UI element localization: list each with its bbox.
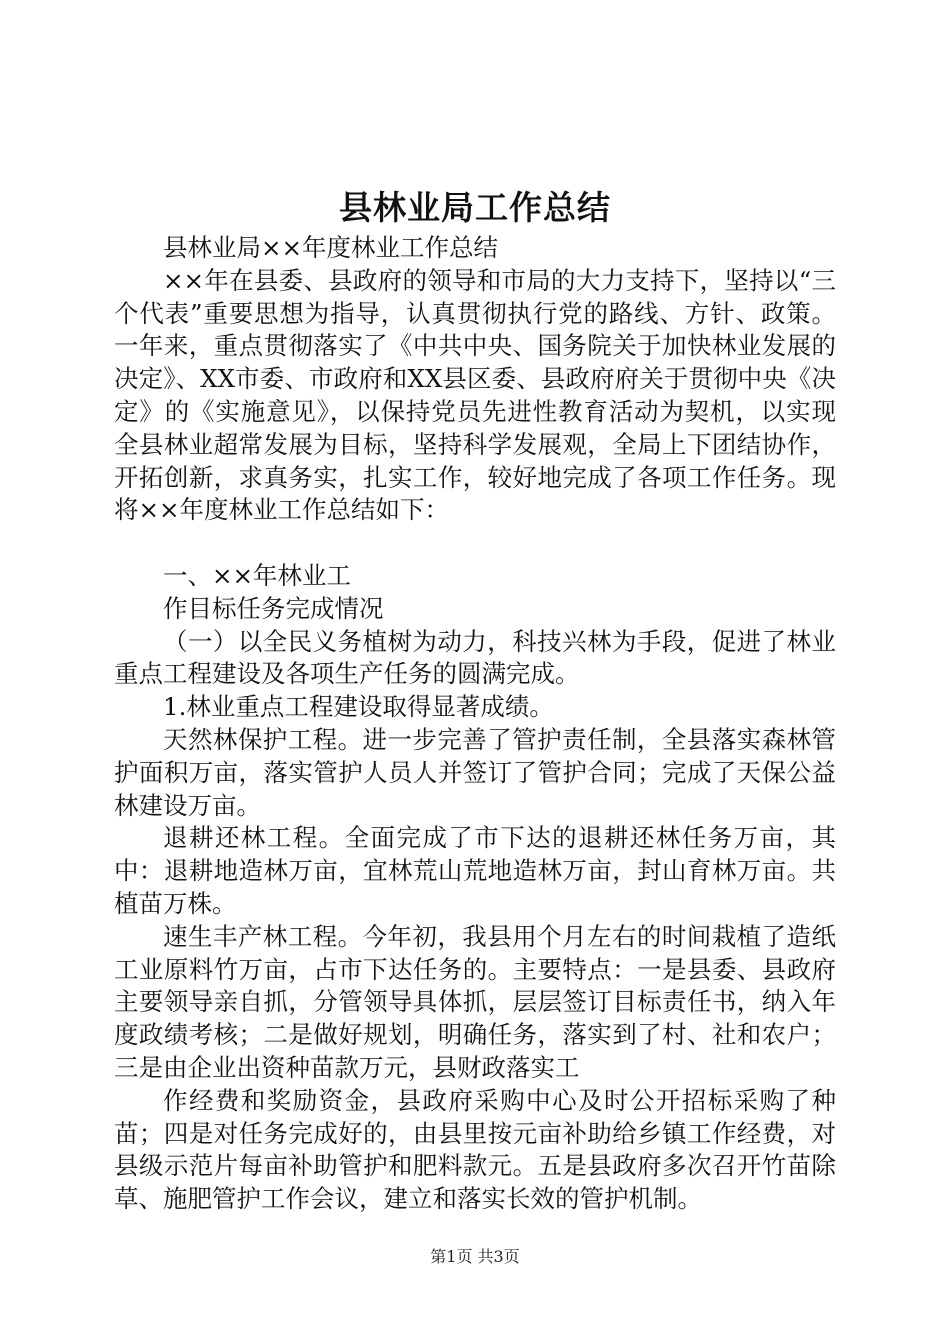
paragraph-intro: ××年在县委、县政府的领导和市局的大力支持下，坚持以“三个代表”重要思想为指导，认真贯彻执行党的路线、方针、政策。一年来，重点贯彻落实了《中共中央、国务院关于加快林业发展的决定》、XX市委、市政府和XX县区委、县政府府关于贯彻中央《决定》的《实施意见》，以保持党员先进性教育活动为契机，以实现全县林业超常发展为目标，坚持科学发展观，全局上下团结协作，开拓创新，求真务实，扎实工作，较好地完成了各项工作任务。现将××年度林业工作总结如下： — [114, 265, 836, 525]
paragraph-item-1: 1.林业重点工程建设取得显著成绩。 — [163, 692, 554, 722]
paragraph-subsection-1: （一）以全民义务植树为动力，科技兴林为手段，促进了林业重点工程建设及各项生产任务的圆满完成。 — [114, 626, 836, 689]
section-heading-part1: 一、××年林业工 — [163, 560, 352, 590]
document-body — [114, 232, 836, 1216]
paragraph-natural-forest: 天然林保护工程。进一步完善了管护责任制，全县落实森林管护面积万亩，落实管护人员人并签订了管护合同；完成了天保公益林建设万亩。 — [114, 724, 836, 820]
paragraph-spacer — [114, 527, 836, 560]
paragraph-fast-growing: 速生丰产林工程。今年初，我县用个月左右的时间栽植了造纸工业原料竹万亩，占市下达任务的。主要特点：一是县委、县政府主要领导亲自抓，分管领导具体抓，层层签订目标责任书，纳入年度政绩考核；二是做好规划，明确任务，落实到了村、社和农户；三是由企业出资种苗款万元，县财政落实工 — [114, 921, 836, 1082]
section-heading-part2: 作目标任务完成情况 — [163, 593, 384, 623]
paragraph-subtitle: 县林业局××年度林业工作总结 — [163, 233, 499, 262]
paragraph-funding: 作经费和奖励资金，县政府采购中心及时公开招标采购了种苗；四是对任务完成好的，由县里按元亩补助给乡镇工作经费，对县级示范片每亩补助管护和肥料款元。五是县政府多次召开竹苗除草、施肥管护工作会议，建立和落实长效的管护机制。 — [114, 1085, 836, 1214]
paragraph-return-farmland: 退耕还林工程。全面完成了市下达的退耕还林任务万亩，其中：退耕地造林万亩，宜林荒山荒地造林万亩，封山育林万亩。共植苗万株。 — [114, 823, 836, 918]
page-number-footer: 第1页 共3页 — [430, 1247, 520, 1266]
document-title: 县林业局工作总结 — [339, 188, 611, 227]
